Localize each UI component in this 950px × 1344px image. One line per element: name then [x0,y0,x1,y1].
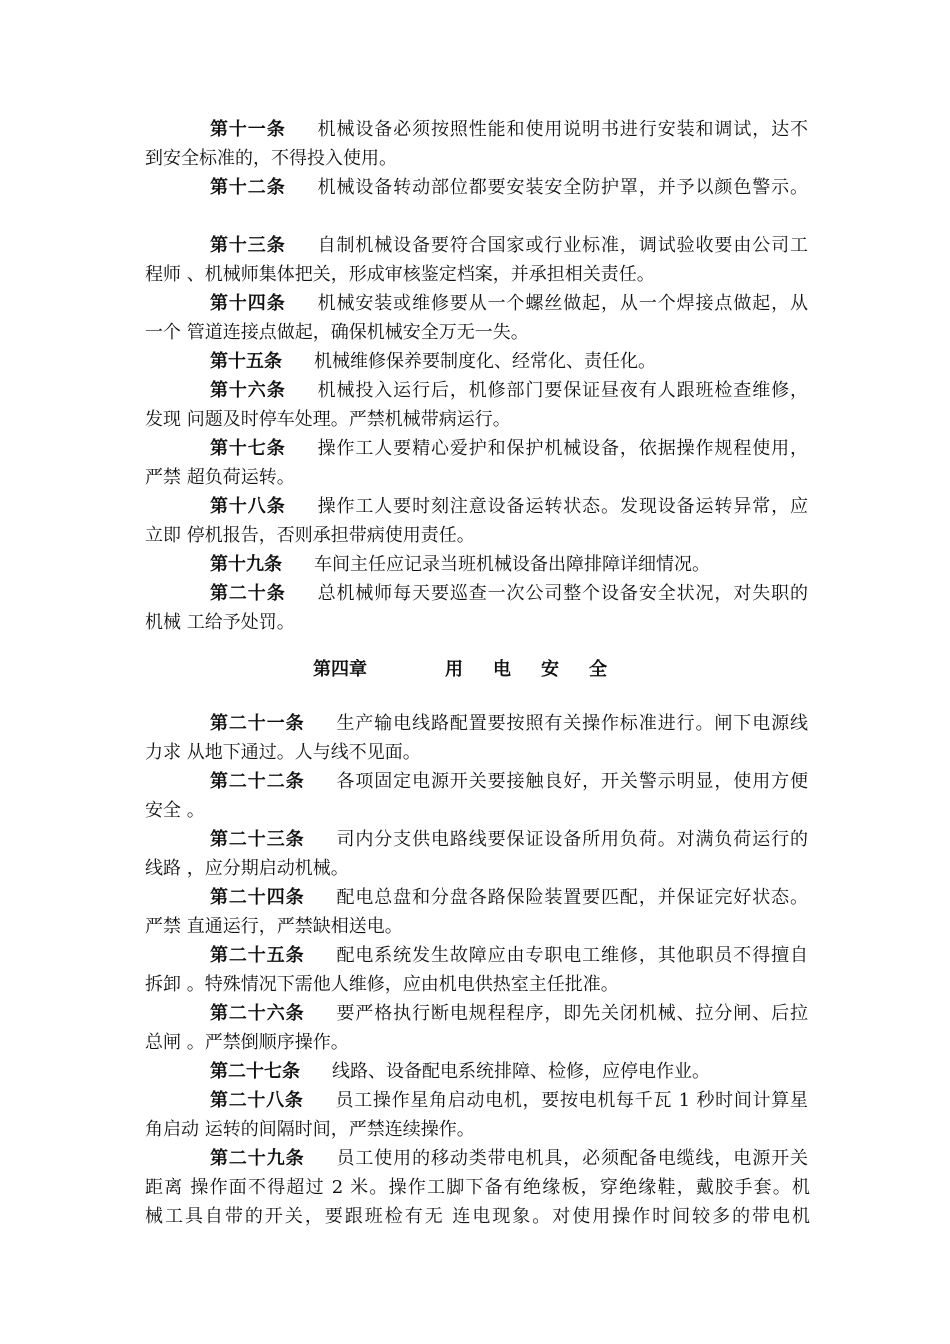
article-22-line-2: 安全 。 [145,800,205,821]
article-label: 第十三条 [210,235,286,256]
article-28-line-2: 角启动 运转的间隔时间，严禁连续操作。 [145,1119,475,1140]
article-22-line-1: 第二十二条 各项固定电源开关要接触良好，开关警示明显，使用方便 [210,771,808,792]
article-label: 第十一条 [210,119,286,140]
article-17-line-1: 第十七条 操作工人要精心爱护和保护机械设备，依据操作规程使用， [210,438,809,459]
chapter-heading [0,656,950,684]
article-label: 第十二条 [210,177,286,198]
article-28-line-1: 第二十八条 员工操作星角启动电机，要按电机每千瓦 1 秒时间计算星 [210,1090,808,1111]
article-12-line-1: 第十二条 机械设备转动部位都要安装安全防护罩，并予以颜色警示。 [210,177,809,198]
article-label: 第二十五条 [210,945,305,966]
article-14-line-1: 第十四条 机械安装或维修要从一个螺丝做起，从一个焊接点做起，从 [210,293,809,314]
article-23-line-1: 第二十三条 司内分支供电路线要保证设备所用负荷。对满负荷运行的 [210,829,808,850]
article-label: 第二十八条 [210,1090,304,1111]
article-label: 第十八条 [210,496,286,517]
article-24-line-1: 第二十四条 配电总盘和分盘各路保险装置要匹配，并保证完好状态。 [210,887,808,908]
article-label: 第十七条 [210,438,286,459]
article-26-line-2: 总闸 。严禁倒顺序操作。 [145,1032,349,1053]
article-label: 第二十二条 [210,771,305,792]
article-21-line-1: 第二十一条 生产输电线路配置要按照有关操作标准进行。闸下电源线 [210,713,808,734]
article-27-line-1: 第二十七条 线路、设备配电系统排障、检修，应停电作业。 [210,1061,710,1082]
article-11-line-1: 第十一条 机械设备必须按照性能和使用说明书进行安装和调试，达不 [210,119,809,140]
article-label: 第十六条 [210,380,286,401]
article-18-line-2: 立即 停机报告，否则承担带病使用责任。 [145,525,475,546]
article-14-line-2: 一个 管道连接点做起，确保机械安全万无一失。 [145,322,529,343]
article-21-line-2: 力求 从地下通过。人与线不见面。 [145,742,421,763]
article-29-line-2: 距离 操作面不得超过 2 米。操作工脚下备有绝缘板，穿绝缘鞋，戴胶手套。机 [145,1177,810,1198]
article-label: 第二十一条 [210,713,305,734]
article-17-line-2: 严禁 超负荷运转。 [145,467,295,488]
article-15-line-1: 第十五条 机械维修保养要制度化、经常化、责任化。 [210,351,656,372]
article-label: 第十九条 [210,554,282,575]
article-13-line-1: 第十三条 自制机械设备要符合国家或行业标准，调试验收要由公司工 [210,235,809,256]
article-13-line-2: 程师 、机械师集体把关，形成审核鉴定档案，并承担相关责任。 [145,264,655,285]
article-25-line-1: 第二十五条 配电系统发生故障应由专职电工维修，其他职员不得擅自 [210,945,808,966]
article-26-line-1: 第二十六条 要严格执行断电规程程序，即先关闭机械、拉分闸、后拉 [210,1003,808,1024]
article-20-line-1: 第二十条 总机械师每天要巡查一次公司整个设备安全状况，对失职的 [210,583,809,604]
article-label: 第十五条 [210,351,282,372]
article-29-line-1: 第二十九条 员工使用的移动类带电机具，必须配备电缆线，电源开关 [210,1148,808,1169]
chapter-title: 用电安全 [445,659,637,680]
article-label: 第二十七条 [210,1061,300,1082]
article-label: 第十四条 [210,293,286,314]
article-29-line-3: 械工具自带的开关，要跟班检有无 连电现象。对使用操作时间较多的带电机 [145,1206,810,1227]
chapter-number: 第四章 [313,659,367,680]
article-label: 第二十条 [210,583,286,604]
article-25-line-2: 拆卸 。特殊情况下需他人维修，应由机电供热室主任批准。 [145,974,619,995]
article-18-line-1: 第十八条 操作工人要时刻注意设备运转状态。发现设备运转异常，应 [210,496,809,517]
article-label: 第二十六条 [210,1003,305,1024]
article-24-line-2: 严禁 直通运行，严禁缺相送电。 [145,916,403,937]
article-16-line-2: 发现 问题及时停车处理。严禁机械带病运行。 [145,409,511,430]
article-19-line-1: 第十九条 车间主任应记录当班机械设备出障排障详细情况。 [210,554,710,575]
article-23-line-2: 线路 ，应分期启动机械。 [145,858,349,879]
article-label: 第二十九条 [210,1148,305,1169]
article-label: 第二十三条 [210,829,305,850]
article-label: 第二十四条 [210,887,305,908]
article-11-line-2: 到安全标准的，不得投入使用。 [145,148,397,169]
article-16-line-1: 第十六条 机械投入运行后，机修部门要保证昼夜有人跟班检查维修， [210,380,809,401]
article-20-line-2: 机械 工给予处罚。 [145,612,295,633]
